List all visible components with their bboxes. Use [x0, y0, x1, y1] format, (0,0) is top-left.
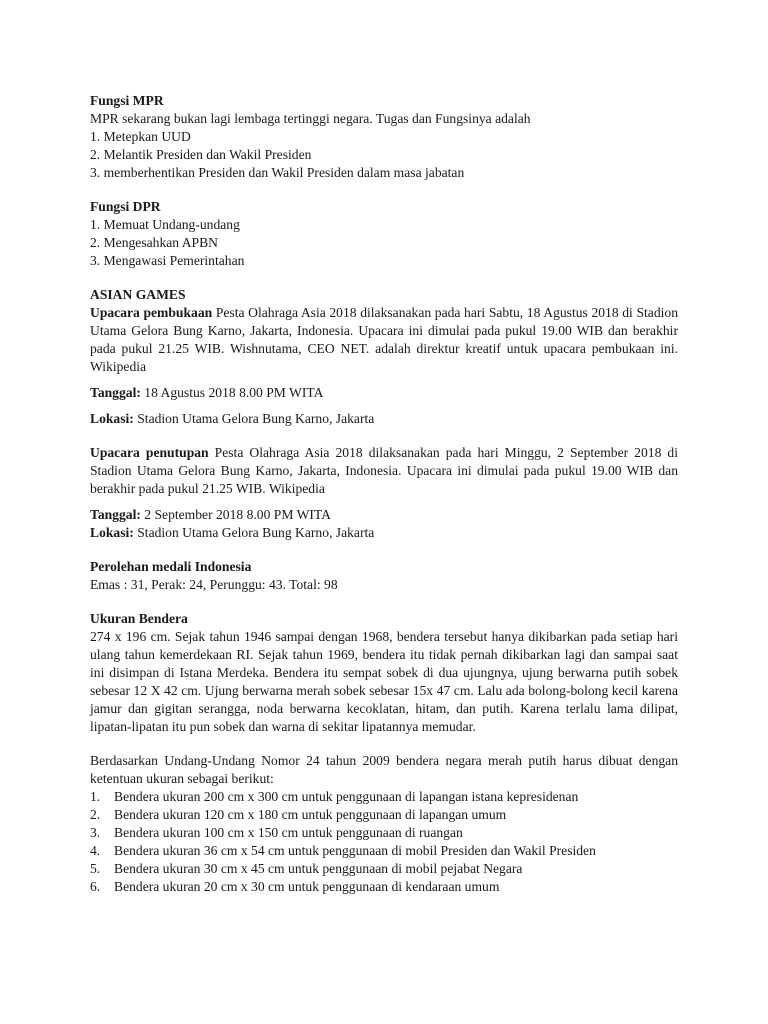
section-mpr [90, 92, 678, 182]
list-item [90, 788, 678, 806]
list-item: 3. Mengawasi Pemerintahan [90, 253, 245, 268]
opening-date-label: Tanggal: [90, 385, 141, 400]
list-text: Bendera ukuran 30 cm x 45 cm untuk penggunaan di mobil pejabat Negara [114, 861, 523, 876]
opening-location [90, 410, 678, 428]
medals-text: Emas : 31, Perak: 24, Perunggu: 43. Total: 98 [90, 577, 338, 592]
closing-date-label: Tanggal: [90, 507, 141, 522]
list-number: 6. [90, 879, 101, 894]
opening-date-value: 18 Agustus 2018 8.00 PM WITA [140, 385, 324, 400]
flag-paragraph: 274 x 196 cm. Sejak tahun 1946 sampai dengan 1968, bendera tersebut hanya dikibarkan pada setiap hari ulang tahun kemerdekaan RI. Sejak tahun 1969, bendera itu tidak pernah dikibarkan lagi dan sampai saat ini disimpan di Istana Merdeka. Bendera itu sempat sobek di dua ujungnya, ujung berwarna putih sobek sebesar 12 X 42 cm. Ujung berwarna merah sobek sebesar 15x 47 cm. Lalu ada bolong-bolong kecil karena jamur dan gigitan serangga, noda berwarna kecoklatan, hitam, dan putih. Karena terlalu lama dilipat, lipatan-lipatan itu pun sobek dan warna di sekitar lipatannya memudar. [90, 629, 678, 734]
mpr-heading: Fungsi MPR [90, 93, 164, 108]
list-item: 3. memberhentikan Presiden dan Wakil Presiden dalam masa jabatan [90, 165, 465, 180]
mpr-list [90, 128, 678, 182]
opening-text: Pesta Olahraga Asia 2018 dilaksanakan pada hari Sabtu, 18 Agustus 2018 di Stadion Utama Gelora Bung Karno, Jakarta, Indonesia. Upacara ini dimulai pada pukul 19.00 WIB dan berakhir pada pukul 21.25 WIB. Wishnutama, CEO NET. adalah direktur kreatif untuk upacara pembukaan ini. Wikipedia [90, 305, 678, 374]
flag-heading: Ukuran Bendera [90, 611, 188, 626]
closing-date-value: 2 September 2018 8.00 PM WITA [140, 507, 331, 522]
closing-paragraph [90, 444, 678, 498]
list-text: Bendera ukuran 120 cm x 180 cm untuk penggunaan di lapangan umum [114, 807, 507, 822]
flag-sizes-list [90, 788, 678, 896]
document-page [90, 92, 678, 896]
section-asian-games [90, 286, 678, 542]
list-item [90, 806, 678, 824]
closing-label: Upacara penutupan [90, 445, 209, 460]
opening-date [90, 384, 678, 402]
closing-text: Pesta Olahraga Asia 2018 dilaksanakan pada hari Minggu, 2 September 2018 di Stadion Utama Gelora Bung Karno, Jakarta, Indonesia. Upacara ini dimulai pada pukul 19.00 WIB dan berakhir pada pukul 21.25 WIB. Wikipedia [90, 445, 678, 496]
section-dpr [90, 198, 678, 270]
opening-location-value: Stadion Utama Gelora Bung Karno, Jakarta [133, 411, 375, 426]
opening-label: Upacara pembukaan [90, 305, 213, 320]
closing-location-label: Lokasi: [90, 525, 134, 540]
closing-location [90, 524, 678, 542]
dpr-list [90, 216, 678, 270]
section-flag [90, 610, 678, 896]
list-item: 2. Melantik Presiden dan Wakil Presiden [90, 147, 312, 162]
list-item [90, 878, 678, 896]
list-number: 3. [90, 825, 101, 840]
list-text: Bendera ukuran 36 cm x 54 cm untuk penggunaan di mobil Presiden dan Wakil Presiden [114, 843, 596, 858]
list-item: 1. Memuat Undang-undang [90, 217, 240, 232]
opening-location-label: Lokasi: [90, 411, 134, 426]
list-item [90, 824, 678, 842]
flag-law-paragraph: Berdasarkan Undang-Undang Nomor 24 tahun 2009 bendera negara merah putih harus dibuat dengan ketentuan ukuran sebagai berikut: [90, 753, 678, 786]
list-item [90, 842, 678, 860]
mpr-intro: MPR sekarang bukan lagi lembaga tertinggi negara. Tugas dan Fungsinya adalah [90, 111, 531, 126]
list-text: Bendera ukuran 100 cm x 150 cm untuk penggunaan di ruangan [114, 825, 463, 840]
list-number: 1. [90, 789, 101, 804]
list-text: Bendera ukuran 200 cm x 300 cm untuk penggunaan di lapangan istana kepresidenan [114, 789, 579, 804]
list-item: 2. Mengesahkan APBN [90, 235, 218, 250]
opening-paragraph [90, 304, 678, 376]
dpr-heading: Fungsi DPR [90, 199, 161, 214]
medals-heading: Perolehan medali Indonesia [90, 559, 252, 574]
list-text: Bendera ukuran 20 cm x 30 cm untuk penggunaan di kendaraan umum [114, 879, 500, 894]
section-medals [90, 558, 678, 594]
list-number: 4. [90, 843, 101, 858]
list-number: 2. [90, 807, 101, 822]
asian-games-heading: ASIAN GAMES [90, 287, 186, 302]
list-number: 5. [90, 861, 101, 876]
list-item [90, 860, 678, 878]
closing-location-value: Stadion Utama Gelora Bung Karno, Jakarta [133, 525, 375, 540]
closing-date [90, 506, 678, 524]
list-item: 1. Metepkan UUD [90, 129, 191, 144]
